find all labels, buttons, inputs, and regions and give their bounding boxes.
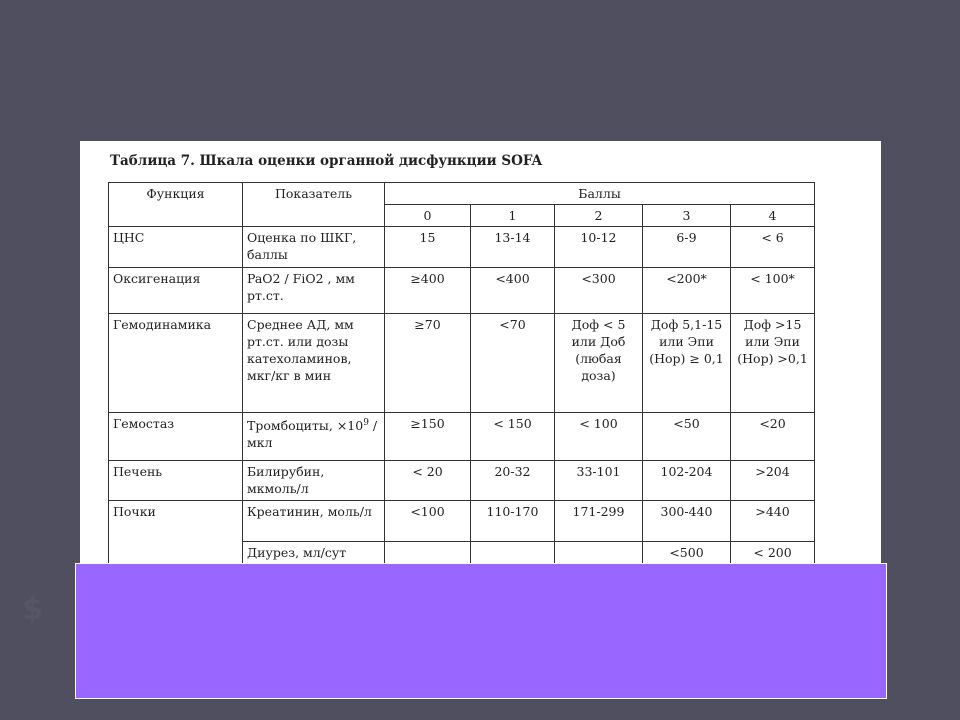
dollar-sign-decoration: $ (22, 592, 43, 627)
document-sheet (80, 141, 881, 566)
table-row (109, 501, 815, 542)
row-value: <300 (555, 268, 643, 314)
row-value: 300-440 (643, 501, 731, 542)
header-function: Функция (109, 183, 243, 227)
row-value: < 200 (731, 542, 815, 564)
row-value: < 20 (385, 461, 471, 501)
row-value: <100 (385, 501, 471, 542)
row-function: Гемодинамика (109, 314, 243, 413)
row-value: <50 (643, 413, 731, 461)
indicator-exponent: 9 (363, 418, 369, 428)
row-value (385, 542, 471, 564)
row-value: < 100* (731, 268, 815, 314)
table-row (109, 314, 815, 413)
row-value: < 6 (731, 227, 815, 268)
row-value: 6-9 (643, 227, 731, 268)
header-score-1: 1 (471, 205, 555, 227)
row-value: 10-12 (555, 227, 643, 268)
row-value: < 100 (555, 413, 643, 461)
row-value: 20-32 (471, 461, 555, 501)
row-indicator: Креатинин, моль/л (243, 501, 385, 542)
row-function: Печень (109, 461, 243, 501)
row-value: <20 (731, 413, 815, 461)
row-value (555, 542, 643, 564)
row-function: Гемостаз (109, 413, 243, 461)
table-caption: Таблица 7. Шкала оценки органной дисфункции SOFA (110, 153, 543, 169)
header-score-4: 4 (731, 205, 815, 227)
row-value (471, 542, 555, 564)
row-value: <70 (471, 314, 555, 413)
row-value: 13-14 (471, 227, 555, 268)
header-indicator: Показатель (243, 183, 385, 227)
row-value: >440 (731, 501, 815, 542)
row-function: Оксигенация (109, 268, 243, 314)
row-value: <400 (471, 268, 555, 314)
header-points: Баллы (385, 183, 815, 205)
row-value: 102-204 (643, 461, 731, 501)
row-value: ≥70 (385, 314, 471, 413)
table-row (109, 461, 815, 501)
row-value: <500 (643, 542, 731, 564)
row-value: <200* (643, 268, 731, 314)
row-indicator: Среднее АД, мм рт.ст. или дозы катехоламинов, мкг/кг в мин (243, 314, 385, 413)
row-function: Почки (109, 501, 243, 564)
row-value: Доф < 5 или Доб (любая доза) (555, 314, 643, 413)
row-indicator: Билирубин, мкмоль/л (243, 461, 385, 501)
indicator-unit: /мкл (247, 418, 378, 451)
row-function: ЦНС (109, 227, 243, 268)
header-score-3: 3 (643, 205, 731, 227)
row-value: 33-101 (555, 461, 643, 501)
row-indicator: PaO2 / FiO2 , мм рт.ст. (243, 268, 385, 314)
row-value: 15 (385, 227, 471, 268)
row-value: ≥150 (385, 413, 471, 461)
row-value: 171-299 (555, 501, 643, 542)
sofa-table (108, 182, 815, 564)
row-indicator: Оценка по ШКГ, баллы (243, 227, 385, 268)
row-indicator (243, 413, 385, 461)
row-value: >204 (731, 461, 815, 501)
table-row (109, 413, 815, 461)
row-value: 110-170 (471, 501, 555, 542)
indicator-text: Тромбоциты, ×10 (247, 418, 364, 434)
header-score-0: 0 (385, 205, 471, 227)
row-value: ≥400 (385, 268, 471, 314)
row-indicator: Диурез, мл/сут (243, 542, 385, 564)
table-row (109, 227, 815, 268)
header-score-2: 2 (555, 205, 643, 227)
row-value: Доф 5,1-15 или Эпи (Нор) ≥ 0,1 (643, 314, 731, 413)
row-value: Доф >15 или Эпи (Нор) >0,1 (731, 314, 815, 413)
table-row (109, 268, 815, 314)
row-value: < 150 (471, 413, 555, 461)
overlay-box (75, 563, 887, 699)
